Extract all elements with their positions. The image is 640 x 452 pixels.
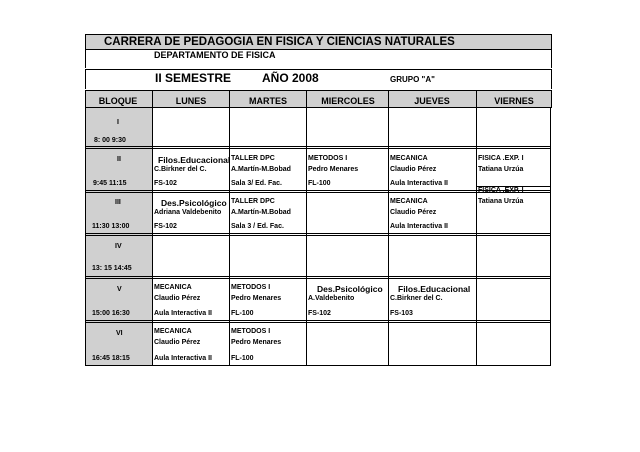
class-room: Aula Interactiva II (154, 310, 212, 317)
class-room: Sala 3/ Ed. Fac. (231, 180, 282, 187)
class-title: MECANICA (390, 155, 428, 162)
col-header-miercoles: MIERCOLES (321, 96, 375, 106)
class-teacher: Adriana Valdebenito (154, 209, 222, 216)
class-title: METODOS I (231, 328, 271, 335)
col-header-bloque: BLOQUE (98, 96, 138, 106)
class-room: FS-102 (154, 180, 177, 187)
class-teacher: Tatiana Urzúa (478, 166, 524, 173)
class-teacher: A.Martín-M.Bobad (231, 166, 291, 173)
class-title: Des.Psicológico (161, 198, 227, 208)
day-header-row (85, 90, 552, 108)
block-time-1: 8: 00 9:30 (94, 137, 126, 144)
block-time-4: 13: 15 14:45 (92, 265, 132, 272)
class-title: MECANICA (154, 328, 192, 335)
class-room: FL-100 (308, 180, 331, 187)
class-teacher: C.Birkner del C. (390, 295, 443, 302)
semester-label: II SEMESTRE (155, 71, 232, 85)
class-title: MECANICA (390, 198, 428, 205)
class-title: METODOS I (308, 155, 348, 162)
class-teacher: Claudio Pérez (154, 339, 201, 346)
class-room: FS-103 (390, 310, 413, 317)
class-title: Des.Psicológico (317, 284, 383, 294)
class-title: TALLER DPC (231, 155, 275, 162)
block-label-6: VI (116, 330, 123, 337)
class-teacher: C.Birkner del C. (154, 166, 207, 173)
block-label-1: I (117, 119, 119, 126)
class-room: FS-102 (154, 223, 177, 230)
class-teacher: A.Valdebenito (308, 295, 355, 302)
block-label-3: III (115, 199, 121, 206)
block-time-5: 15:00 16:30 (92, 310, 130, 317)
title-bar (85, 34, 552, 50)
block-label-2: II (117, 156, 121, 163)
col-header-viernes: VIERNES (494, 96, 534, 106)
page-title: CARRERA DE PEDAGOGIA EN FISICA Y CIENCIAS NATURALES (104, 36, 455, 48)
class-teacher: Tatiana Urzúa (478, 198, 524, 205)
class-title: METODOS I (231, 284, 271, 291)
class-title: Filos.Educacional (158, 155, 231, 165)
department-label: DEPARTAMENTO DE FISICA (154, 50, 276, 60)
class-title: TALLER DPC (231, 198, 275, 205)
block-time-6: 16:45 18:15 (92, 355, 130, 362)
class-title: FISICA .EXP. I (478, 187, 524, 194)
block-label-5: V (117, 286, 122, 293)
class-room: Sala 3 / Ed. Fac. (231, 223, 284, 230)
block-time-2: 9:45 11:15 (93, 180, 127, 187)
class-room: Aula Interactiva II (390, 180, 448, 187)
col-header-martes: MARTES (249, 96, 287, 106)
class-room: Aula Interactiva II (390, 223, 448, 230)
class-teacher: Pedro Menares (308, 166, 359, 173)
class-title: Filos.Educacional (398, 284, 471, 294)
class-room: FS-102 (308, 310, 331, 317)
class-room: Aula Interactiva II (154, 355, 212, 362)
class-teacher: Claudio Pérez (390, 209, 437, 216)
class-room: FL-100 (231, 310, 254, 317)
class-room: FL-100 (231, 355, 254, 362)
class-title: FISICA .EXP. I (478, 155, 524, 162)
class-teacher: Claudio Pérez (154, 295, 201, 302)
class-teacher: Pedro Menares (231, 295, 282, 302)
block-time-3: 11:30 13:00 (92, 223, 130, 230)
col-header-jueves: JUEVES (414, 96, 450, 106)
group-label: GRUPO "A" (390, 75, 435, 84)
class-teacher: Pedro Menares (231, 339, 282, 346)
col-header-lunes: LUNES (175, 96, 207, 106)
class-title: MECANICA (154, 284, 192, 291)
year-label: AÑO 2008 (262, 71, 319, 85)
class-teacher: A.Martín-M.Bobad (231, 209, 291, 216)
class-teacher: Claudio Pérez (390, 166, 437, 173)
block-label-4: IV (115, 243, 122, 250)
